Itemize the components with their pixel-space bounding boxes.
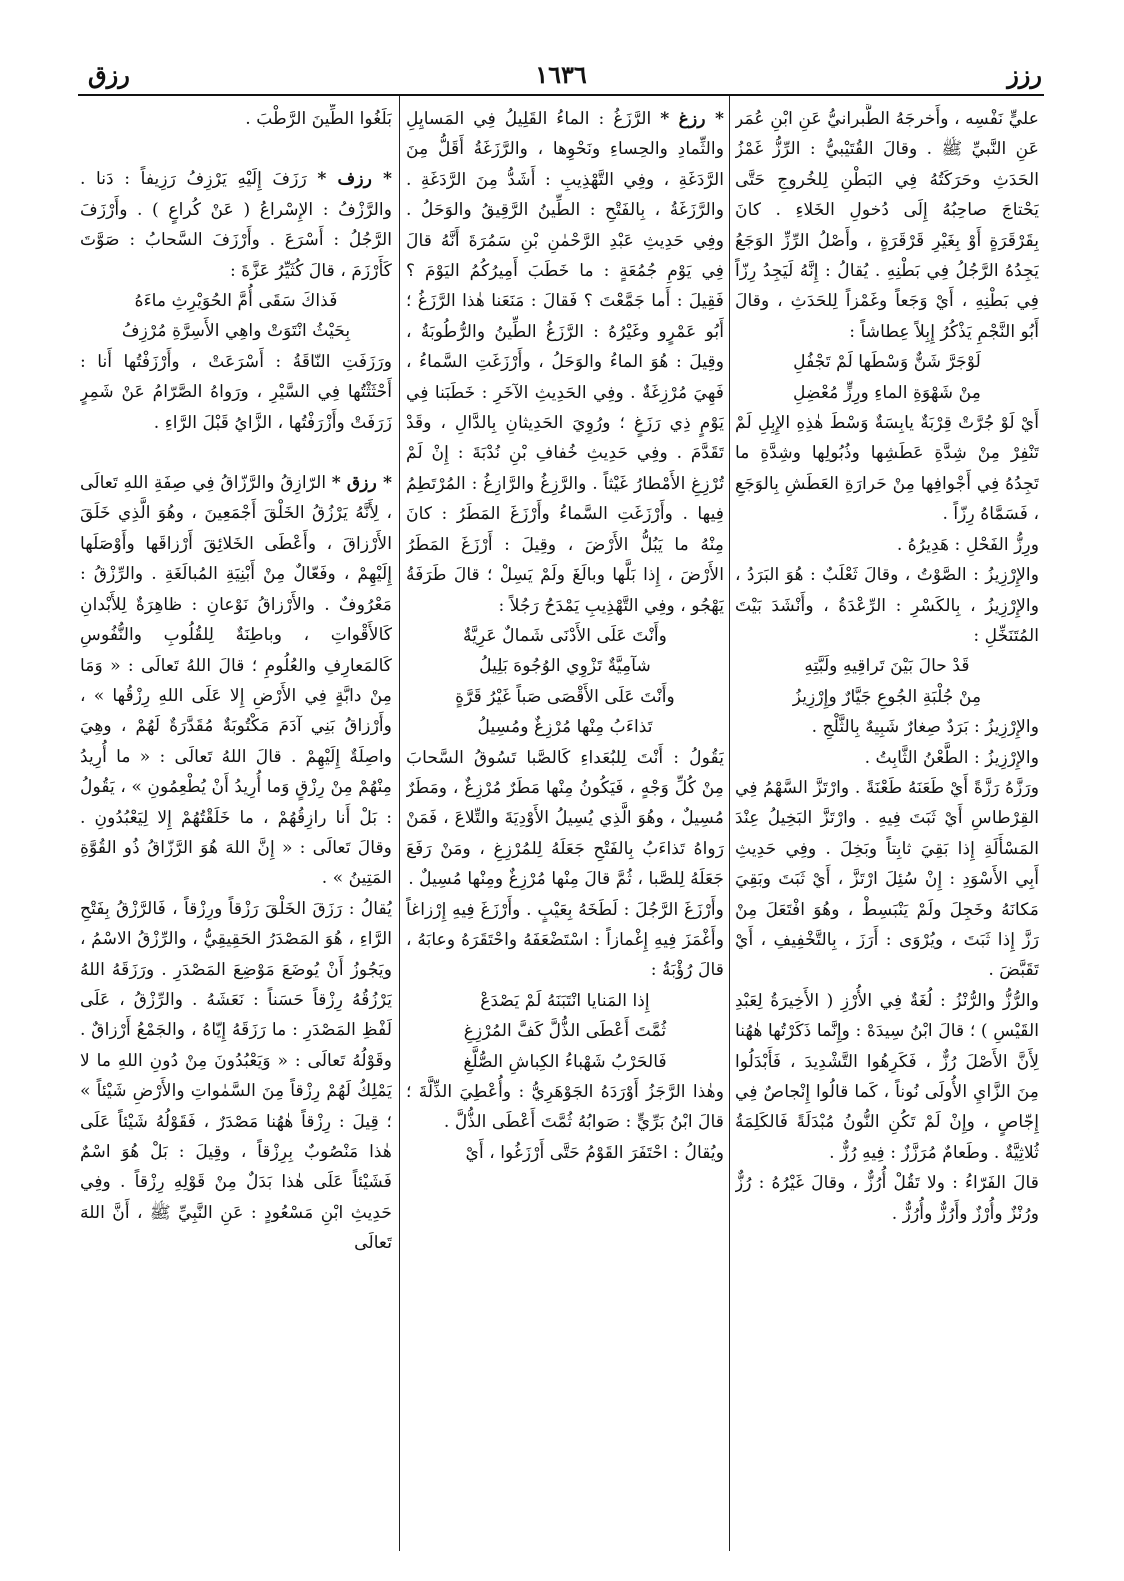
entry-text: الرَّزَغُ : الماءُ القَلِيلُ فِي المَسايِلِ والثِّمادِ والحِساءِ ونَحْوِها ، والرَّزَغَةُ أَقَلُّ مِنَ الرَّدَغَةِ ، وفِي التَّهْذِيبِ : أَشَدُّ مِنَ الرَّدَغَةِ . والرَّزَغَةُ ، بِالفَتْحِ : الطِّينُ الرَّقِيقُ والوَحَلُ . وفِي حَدِيثِ عَبْدِ الرَّحْمٰنِ بْنِ سَمُرَةَ أَنَّهُ قالَ فِي يَوْمِ جُمُعَةٍ : ما خَطَبَ أَمِيرُكُمُ اليَوْمَ ؟ فَقِيلَ : أَما جَمَّعْتَ ؟ فَقالَ : مَنَعَنا هٰذا الرَّزَغُ ؛ أَبُو عَمْرٍو وغَيْرُهُ : الرَّزَغُ الطِّينُ والرُّطُوبَةُ ، وقِيلَ : هُوَ الماءُ والوَحَلُ ، وأَرْزَغَتِ السَّماءُ ، فَهِيَ مُرْزِغَةٌ . وفِي الحَدِيثِ الآخَرِ : خَطَبَنا فِي يَوْمٍ ذِي رَزَغٍ ؛ ورُوِيَ الحَدِيثانِ بِالدَّالِ ، وقَدْ تَقَدَّمَ . وفِي حَدِيثِ خُفافِ بْنِ نُدْبَةَ : إِنْ لَمْ تُرْزِغِ الأَمْطارُ غَيْثاً . والرَّزِغُ والرَّازِغُ : المُرْتَطِمُ فِيها . وأَرْزَغَتِ السَّماءُ وأَرْزَغَ المَطَرُ : كانَ مِنْهُ ما يَبُلُّ الأَرْضَ ، وقِيلَ : أَرْزَغَ المَطَرُ الأَرْضَ ، إِذا بَلَّها وبالَغَ ولَمْ يَسِلْ ؛ قالَ طَرَفَةُ يَهْجُو ، وفِي التَّهْذِيبِ يَمْدَحُ رَجُلاً : — [406, 109, 724, 616]
entry-text: وأَنْتَ عَلَى الأَدْنَى شَمالٌ عَرِيَّةٌ — [462, 625, 667, 646]
entry-text: فَالحَرْبُ شَهْباءُ الكِباشِ الصُّلَّغِ — [463, 1051, 667, 1072]
entry-text: الرّازِقُ والرَّزّاقُ فِي صِفَةِ اللهِ تَعالَى ، لِأَنَّهُ يَرْزُقُ الخَلْقَ أَجْمَعِينَ ، وهُوَ الَّذِي خَلَقَ الأَرْزاقَ ، وأَعْطَى الخَلائِقَ أَرْزاقَها وأَوْصَلَها إِلَيْهِمْ ، وفَعّالٌ مِنْ أَبْنِيَةِ المُبالَغَةِ . والرِّزْقُ : مَعْرُوفٌ . والأَرْزاقُ نَوْعانِ : ظاهِرَةٌ لِلأَبْدانِ كَالأَقْواتِ ، وباطِنَةٌ لِلقُلُوبِ والنُّفُوسِ كَالمَعارِفِ والعُلُومِ ؛ قالَ اللهُ تَعالَى : « وَمَا مِنْ دابَّةٍ فِي الأَرْضِ إِلا عَلَى اللهِ رِزْقُها » ، وأَرْزاقُ بَنِي آدَمَ مَكْتُوبَةٌ مُقَدَّرَةٌ لَهُمْ ، وهِيَ واصِلَةٌ إِلَيْهِمْ . قالَ اللهُ تَعالَى : « ما أُرِيدُ مِنْهُمْ مِنْ رِزْقٍ وَما أُرِيدُ أَنْ يُطْعِمُونِ » ، يَقُولُ : بَلْ أَنا رازِقُهُمْ ، ما خَلَقْتُهُمْ إِلا لِيَعْبُدُونِ . وقالَ تَعالَى : « إِنَّ اللهَ هُوَ الرَّزّاقُ ذُو القُوَّةِ المَتِينُ » . — [80, 473, 392, 889]
paragraph — [735, 773, 1039, 986]
entry-headword: * رزف * — [317, 169, 392, 190]
paragraph — [406, 1077, 724, 1138]
running-head-root-right: رزز — [1007, 60, 1042, 89]
entry-text: تَذاءَبُ مِنْها مُرْزِغٌ ومُسِيلُ — [477, 717, 653, 738]
entry-text: والرُّزُّ والرُّنْزُ : لُغَةٌ فِي الأُرْزِ ( الأَخِيرَةُ لِعَبْدِ القَيْسِ ) ؛ قالَ ابْنُ سِيدَهْ : وإِنَّما ذَكَرْتُها هٰهُنا لِأَنَّ الأَصْلَ رُزٌّ ، فَكَرِهُوا التَّشْدِيدَ ، فَأَبْدَلُوا مِنَ الزَّايِ الأُولَى نُوناً ، كَما قالُوا إِنْجاصٌ فِي إِجّاصٍ ، وإِنْ لَمْ تَكُنِ النُّونُ مُبْدَلَةً فَالكَلِمَةُ ثُلاثِيَّةٌ . وطَعامٌ مُرَزَّزٌ : فِيهِ رُزٌّ . — [735, 990, 1039, 1163]
verse-line — [406, 1016, 724, 1046]
entry-text: إِذا المَنايا انْتَبَنَهُ لَمْ يَصْدَعْ — [480, 990, 650, 1011]
verse-line — [80, 316, 392, 346]
entry-text: وهٰذا الرَّجَزُ أَوْرَدَهُ الجَوْهَرِيُّ : وأُعْطِيَ الذِّلَّةَ ؛ قالَ ابْنُ بَرِّيٍّ : صَوابُهُ ثُمَّتَ أَعْطَى الذُّلَّ . — [406, 1082, 724, 1133]
running-head-root-left: رزق — [88, 60, 130, 89]
entry-text: ويُقالُ : احْتَفَرَ القَوْمُ حَتَّى أَرْزَغُوا ، أَيْ — [465, 1142, 724, 1163]
entry-text: ورَزَّهُ رَزَّةً أَيْ طَعَنَهُ طَعْنَةً . وارْتَزَّ السَّهْمُ فِي القِرْطاسِ أَيْ ثَبَتَ فِيهِ . وارْتَزَّ البَخِيلُ عِنْدَ المَسْأَلَةِ إِذا بَقِيَ ثابِتاً وبَخِلَ . وفِي حَدِيثِ أَبِي الأَسْوَدِ : إِنْ سُئِلَ ارْتَزَّ ، أَيْ ثَبَتَ وبَقِيَ مَكانَهُ وخَجِلَ ولَمْ يَنْبَسِطْ ، وهُوَ افْتَعَلَ مِنْ رَزَّ إِذا ثَبَتَ ، ويُرْوَى : أَرَزَ ، بِالتَّخْفِيفِ ، أَيْ تَقَبَّضَ . — [735, 777, 1039, 981]
entry-text: فَذاكَ سَقَى أُمَّ الحُوَيْرِثِ ماءَهُ — [134, 291, 338, 312]
entry-separator — [80, 438, 392, 468]
text-column-left — [80, 104, 392, 1544]
entry-text: أَيْ لَوْ جُرَّتْ قِرْبَةٌ يابِسَةٌ وَسْطَ هٰذِهِ الإِبِلِ لَمْ تَنْفِرْ مِنْ شِدَّةِ عَطَشِها وذُبُولِها وشِدَّةِ ما تَجِدُهُ فِي أَجْوافِها مِنْ حَرارَةِ العَطَشِ بِالوَجَعِ ، فَسَمَّاهُ رِزّاً . — [735, 413, 1039, 525]
paragraph — [406, 1138, 724, 1168]
paragraph — [735, 408, 1039, 530]
entry-headword: * رزغ * — [660, 109, 724, 129]
entry-text: يَقُولُ : أَنْتَ لِلبُعَداءِ كَالصَّبا تَسُوقُ السَّحابَ مِنْ كُلِّ وَجْهٍ ، فَيَكُونُ مِنْها مَطَرٌ مُرْزِغٌ ، ومَطَرٌ مُسِيلٌ ، وهُوَ الَّذِي يُسِيلُ الأَوْدِيَةَ والتِّلاعَ ، فَمَنْ رَواهُ تَذاءَبُ بِالفَتْحِ جَعَلَهُ لِلمُرْزِغِ ، ومَنْ رَفَعَ جَعَلَهُ لِلصَّبا ، ثُمَّ قالَ مِنْها مُرْزِغٌ ومِنْها مُسِيلٌ . — [406, 747, 724, 890]
entry-text: يُقالُ : رَزَقَ الخَلْقَ رَزْقاً ورِزْقاً ، فَالرَّزْقُ بِفَتْحِ الرَّاءِ ، هُوَ المَصْدَرُ الحَقِيقِيُّ ، والرِّزْقُ الاسْمُ ، ويَجُوزُ أَنْ يُوضَعَ مَوْضِعَ المَصْدَرِ . ورَزَقَهُ اللهُ يَرْزُقُهُ رِزْقاً حَسَناً : نَعَشَهُ . والرِّزْقُ ، عَلَى لَفْظِ المَصْدَرِ : ما رَزَقَهُ إِيّاهُ ، والجَمْعُ أَرْزاقٌ . وقَوْلُهُ تَعالَى : « وَيَعْبُدُونَ مِنْ دُونِ اللهِ ما لا يَمْلِكُ لَهُمْ رِزْقاً مِنَ السَّمٰواتِ والأَرْضِ شَيْئاً » ؛ قِيلَ : رِزْقاً هٰهُنا مَصْدَرٌ ، فَقَوْلُهُ شَيْئاً عَلَى هٰذا مَنْصُوبٌ بِرِزْقاً ، وقِيلَ : بَلْ هُوَ اسْمٌ فَشَيْئاً عَلَى هٰذا بَدَلٌ مِنْ قَوْلِهِ رِزْقاً . وفِي حَدِيثِ ابْنِ مَسْعُودٍ : عَنِ النَّبِيِّ ﷺ ، أَنَّ اللهَ تَعالَى — [80, 898, 392, 1254]
entry-text: قالَ الفَرّاءُ : ولا تَقُلْ أُرُزٌّ ، وقالَ غَيْرُهُ : رُزٌّ ورُنْزٌ وأُرْزٌ وأَرُزٌّ وأُرُزٌّ . — [735, 1173, 1039, 1224]
entry-separator — [80, 134, 392, 164]
verse-line — [406, 682, 724, 712]
entry-text: مِنْ شَهْوَةِ الماءِ ورِزٍّ مُعْضِلِ — [793, 382, 981, 403]
running-head — [78, 58, 1044, 92]
verse-line — [735, 378, 1039, 408]
verse-line — [406, 621, 724, 651]
entry-headword: * رزق * — [331, 473, 392, 494]
column-divider-left — [399, 96, 400, 1551]
entry-text: ورَزَفَتِ النّاقَةُ : أَسْرَعَتْ ، وأَرْزَفْتُها أَنا : أَحْثَثْتُها فِي السَّيْرِ ، ورَواهُ الصَّرّامُ عَنْ شَمِرٍ زَرَفَتْ وأَزْرَفْتُها ، الزَّايُ قَبْلَ الرَّاءِ . — [80, 351, 392, 433]
paragraph — [735, 1168, 1039, 1229]
entry-text: عليٍّ نَفْسِه ، وأَخرجَهُ الطَّبرانيُّ عَنِ ابْنِ عُمَر عَنِ النَّبيِّ ﷺ . وقالَ القُتَيْبيُّ : الرِّزُّ غَمْزُ الحَدَثِ وحَرَكَتُهُ فِي البَطْنِ لِلخُروجِ حَتَّى يَحْتاجَ صاحِبُهُ إِلَى دُخولِ الخَلاءِ . كانَ بِقَرْقَرَةٍ أَوْ بِغَيْرِ قَرْقَرَةٍ ، وأَصْلُ الرِّزِّ الوَجَعُ يَجِدُهُ الرَّجُلُ فِي بَطْنِهِ . يُقالُ : إِنَّهُ لَيَجِدُ رِزّاً فِي بَطْنِهِ ، أَيْ وَجَعاً وغَمْزاً لِلحَدَثِ ، وقالَ أَبُو النَّجْمِ يَذْكُرُ إِبِلاً عِطاشاً : — [735, 109, 1039, 342]
verse-line — [735, 651, 1039, 681]
paragraph — [80, 468, 392, 894]
paragraph — [80, 347, 392, 438]
entry-text: والإِرْزِيزُ : بَرَدٌ صِغارٌ شَبِيهٌ بِالثَّلْجِ . — [811, 717, 1039, 738]
verse-line — [735, 682, 1039, 712]
paragraph — [735, 104, 1039, 347]
entry-text: بَلَغُوا الطِّينَ الرَّطْبَ . — [245, 109, 392, 129]
verse-line — [406, 651, 724, 681]
paragraph — [735, 530, 1039, 560]
text-column-middle — [406, 104, 724, 1544]
paragraph — [406, 895, 724, 986]
entry-text: بِحَيْثُ انْتَوَتْ واهِي الأَسِرَّةِ مُرْزِفُ — [121, 321, 351, 342]
entry-text: وأَنْتَ عَلَى الأَقْصَى صَباً غَيْرُ قَرَّةٍ — [455, 686, 675, 707]
paragraph — [735, 712, 1039, 742]
paragraph — [80, 164, 392, 286]
entry-text: ورِزُّ الفَحْلِ : هَدِيرُهُ . — [896, 534, 1039, 555]
entry-text: شآمِيَّةٌ تَزْوِي الوُجُوهَ بَلِيلُ — [479, 656, 651, 677]
text-column-right — [735, 104, 1039, 1544]
entry-text: ثُمَّتَ أَعْطَى الذُّلَّ كَفَّ المُرْزِغِ — [463, 1021, 667, 1042]
page-number: ١٦٣٦ — [535, 60, 587, 89]
paragraph — [80, 894, 392, 1259]
verse-line — [80, 286, 392, 316]
paragraph — [406, 743, 724, 895]
paragraph — [735, 743, 1039, 773]
entry-text: والإِرْزِيزُ : الطَّعْنُ الثَّابِتُ . — [864, 747, 1039, 768]
entry-text: وأَرْزَغَ الرَّجُلَ : لَطَخَهُ بِعَيْبٍ . وأَرْزَغَ فِيهِ إِرْزاغاً وأَغْمَزَ فِيهِ إِغْمازاً : اسْتَضْعَفَهُ واحْتَقَرَهُ وعابَهُ ، قالَ رُؤْبَةُ : — [406, 899, 724, 981]
verse-line — [406, 712, 724, 742]
entry-text: مِنْ جُلْبَةِ الجُوعِ جَيَّارٌ وإِرْزِيزُ — [792, 686, 982, 707]
paragraph — [406, 104, 724, 621]
entry-text: والإِرْزِيزُ : الصَّوْتُ ، وقالَ ثَعْلَبٌ : هُوَ البَرَدُ ، والإِرْزِيزُ ، بِالكَسْرِ : الرِّعْدَةُ ، وأَنْشَدَ بَيْتَ المُتَنَخِّلِ : — [735, 565, 1039, 646]
paragraph — [735, 986, 1039, 1168]
entry-text: قَدْ حالَ بَيْنَ تَراقِيهِ ولَبَّتِهِ — [804, 656, 970, 677]
entry-text: رَزَفَ إِلَيْهِ يَرْزِفُ رَزِيفاً : دَنا . والرَّزْفُ : الإِسْراعُ ( عَنْ كُراعٍ ) . وأَرْزَفَ الرَّجُلُ : أَسْرَعَ . وأَرْزَفَ السَّحابُ : صَوَّتَ كَأَرْزَمَ ، قالَ كُثَيِّرُ عَزَّةَ : — [80, 169, 392, 281]
paragraph — [735, 560, 1039, 651]
verse-line — [406, 986, 724, 1016]
entry-text: لَوْجَرَّ شَنٌّ وَسْطَها لَمْ تَجْفُلِ — [793, 352, 981, 373]
column-divider-right — [729, 96, 730, 1551]
paragraph — [80, 104, 392, 134]
header-rule — [78, 94, 1044, 96]
verse-line — [406, 1047, 724, 1077]
verse-line — [735, 347, 1039, 377]
